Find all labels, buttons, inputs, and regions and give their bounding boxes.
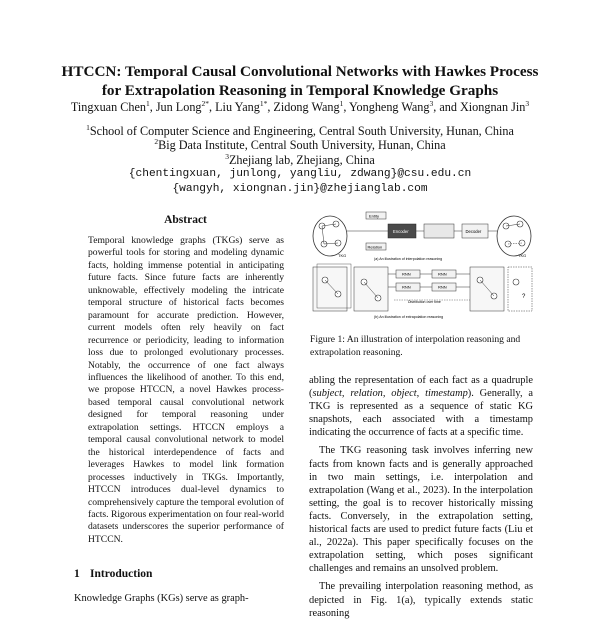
paper-title: [40, 62, 560, 100]
title-line-1: HTCCN: Temporal Causal Convolutional Networks with Hawkes Process: [61, 63, 539, 80]
paragraph: [309, 374, 533, 439]
rnn-label-4: RNN: [438, 284, 447, 290]
tkg-left-graph: [313, 216, 347, 256]
title-line-2: for Extrapolation Reasoning in Temporal Knowledge Graphs: [101, 82, 499, 99]
author: Tingxuan Chen: [70, 100, 146, 114]
author: Yongheng Wang: [348, 100, 430, 114]
affiliation-sup: 3: [225, 151, 229, 161]
rnn-label-3: RNN: [438, 271, 447, 277]
right-column-text: [309, 374, 533, 620]
affiliation-text: Zhejiang lab, Zhejiang, China: [228, 152, 375, 167]
affiliation-sup: 1: [86, 122, 90, 132]
figure-caption-b: (b) An illustration of extrapolation reasoning: [374, 315, 444, 319]
section-heading: [74, 568, 152, 580]
author-sup: 1: [145, 98, 150, 108]
affiliation-2: [40, 138, 560, 152]
tkg-label-right: TKG: [518, 253, 527, 258]
entity-label: Entity: [369, 213, 380, 219]
author: Jun Long: [155, 100, 202, 114]
section-title: Introduction: [90, 568, 153, 580]
section-number: 1: [74, 568, 80, 580]
encoder-label: Encoder: [393, 229, 409, 234]
affiliation-sup: 2: [154, 137, 159, 147]
author: Xiongnan Jin: [459, 100, 526, 114]
figure-caption: Figure 1: An illustration of interpolation reasoning and extrapolation reasoning.: [310, 334, 521, 358]
rnn-label-2: RNN: [402, 284, 411, 290]
author: Zidong Wang: [273, 100, 340, 114]
figure-1: [310, 210, 534, 326]
time-distribution-label: Distribution over time: [408, 300, 441, 304]
relation-label: Relation: [367, 244, 383, 250]
affiliation-1: [40, 124, 560, 138]
author-sup: 3: [429, 98, 434, 108]
author: Liu Yang: [215, 100, 260, 114]
email-2[interactable]: {wangyh, xiongnan.jin}@zhejianglab.com: [172, 182, 428, 195]
paragraph: The TKG reasoning task involves inferring new facts from known facts and is generally approached in two main settings, i.e. interpolation and extrapolation (Wang et al., 2023). In the interpolation setting, the goal is to recover historically missing facts. Conversely, in the extrapolation setting, historical facts are used to predict future facts (Liu et al., 2022a). This paper specifically focuses on the extrapolation setting, which poses significant challenges and remains an unsolved problem.: [309, 445, 533, 575]
abstract-heading: Abstract: [164, 214, 207, 226]
author-sup: 2*: [201, 98, 210, 108]
figure-panel-a: [313, 212, 531, 261]
figure-caption-a: (a) An illustration of interpolation reasoning: [374, 257, 443, 261]
tkg-label-left: TKG: [338, 253, 347, 258]
rnn-label-1: RNN: [402, 271, 411, 277]
tkg-right-graph: [497, 216, 531, 256]
affiliation-text: Big Data Institute, Central South University, Hunan, China: [158, 138, 446, 153]
email-1[interactable]: {chentingxuan, junlong, yangliu, zdwang}@csu.edu.cn: [128, 168, 472, 181]
author-list: Tingxuan Chen$^1$, Jun Long$^{2*}$, Liu Yang$^{1*}$, Zidong Wang$^1$, Yongheng Wang$^3$, and Xiongnan Jin$^3$: [70, 98, 530, 114]
decoder-label: Decoder: [465, 229, 482, 234]
hidden-box: [424, 224, 454, 238]
paragraph-text: abling the representation of each fact as a quadruple (: [309, 375, 533, 400]
author-sup: 1: [339, 98, 344, 108]
paragraph: The prevailing interpolation reasoning method, as depicted in Fig. 1(a), typically extends static reasoning: [309, 581, 533, 619]
author-sup: 1*: [259, 98, 268, 108]
figure-panel-b: [313, 264, 532, 319]
quadruple-text: subject, relation, object, timestamp: [312, 388, 468, 400]
paragraph-text: ). Generally, a TKG is represented as a sequence of static KG snapshots, each associated with a timestamp indicating the occurrence of facts at a specific time.: [309, 388, 533, 439]
affiliation-text: School of Computer Science and Engineering, Central South University, Hunan, China: [89, 124, 514, 138]
affiliation-3: [40, 153, 560, 167]
query-mark: ?: [522, 294, 526, 300]
intro-text: Knowledge Graphs (KGs) serve as graph-: [74, 593, 249, 604]
affiliations: [40, 124, 560, 196]
author-sup: 3: [525, 98, 530, 108]
abstract-body: Temporal knowledge graphs (TKGs) serve as powerful tools for storing and modeling dynamic facts, holding immense potential in anticipating future facts. Since future facts are inherently unknowable, effectively modeling the intricate temporal structure of historical facts becomes paramount for accurate prediction. However, current models often rely heavily on fact recurrence or periodicity, leading to information loss due to prolonged evolutionary processes. Notably, the occurrence of one fact always influences the likelihood of another. To this end, we propose HTCCN, a novel Hawkes process-based temporal causal convolutional network designed for temporal reasoning under extrapolation settings. HTCCN employs a temporal causal convolutional network to model the historical interdependence of facts and leverages Hawkes to model link formation processes inductively in TKGs. Importantly, HTCCN introduces dual-level dynamics to comprehensively capture the temporal evolution of facts. Rigorous experimentation on four real-world datasets underscores the superior performance of HTCCN.: [88, 235, 284, 545]
